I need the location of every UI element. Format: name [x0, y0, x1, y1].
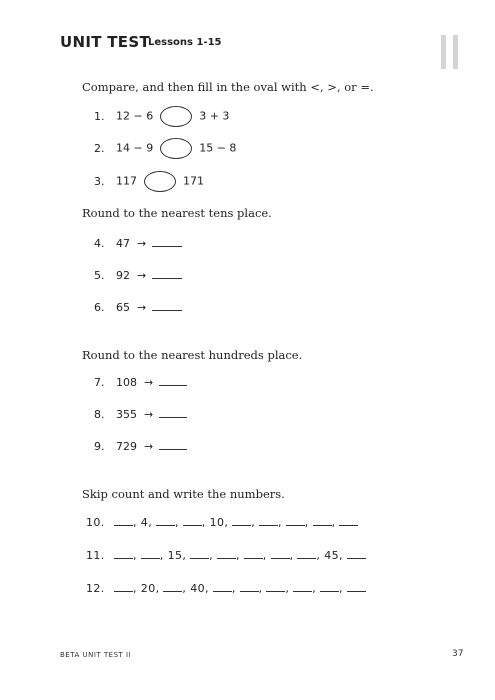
blank-line: [114, 590, 133, 592]
blank-line: [286, 524, 305, 526]
problem-value: 47: [116, 237, 130, 250]
problem-number: 4.: [94, 237, 105, 250]
comma-separator: ,: [231, 582, 240, 595]
arrow-icon: →: [144, 440, 154, 453]
problem-number: 1.: [94, 109, 105, 123]
comma-separator: ,: [285, 582, 294, 595]
comma-separator: ,: [312, 582, 320, 595]
problem-number: 6.: [94, 301, 105, 314]
problem-value: 108: [116, 376, 137, 389]
comma-separator: ,: [339, 582, 347, 595]
problem-value: 65: [116, 301, 130, 314]
answer-blank[interactable]: [152, 277, 182, 279]
answer-blank[interactable]: [152, 245, 182, 247]
answer-blank[interactable]: [244, 549, 263, 562]
problem-number: 12.: [86, 582, 105, 595]
arrow-icon: →: [137, 301, 147, 314]
comma-separator: ,: [155, 582, 164, 595]
blank-line: [141, 557, 160, 559]
sequence-number: 20: [140, 582, 156, 595]
problem-right: 3 + 3: [199, 109, 230, 123]
sequence-number: 40: [190, 582, 206, 595]
problem-value: 355: [116, 408, 137, 421]
problem-left: 14 − 9: [116, 141, 154, 155]
answer-blank[interactable]: [156, 516, 175, 529]
arrow-icon: →: [144, 376, 154, 389]
problem-number: 7.: [94, 376, 105, 389]
comma-separator: ,: [339, 549, 347, 562]
sequence-number: 4: [140, 516, 149, 529]
skip-row-11: [86, 549, 366, 562]
answer-blank[interactable]: [159, 416, 187, 418]
blank-line: [266, 590, 285, 592]
comma-separator: ,: [133, 516, 141, 529]
comma-separator: ,: [224, 516, 233, 529]
skip-row-10: [86, 516, 358, 529]
problem-number: 5.: [94, 269, 105, 282]
answer-blank[interactable]: [293, 582, 312, 595]
problem-number: 11.: [86, 549, 105, 562]
blank-line: [347, 557, 366, 559]
answer-blank[interactable]: [271, 549, 290, 562]
blank-line: [339, 524, 358, 526]
answer-blank[interactable]: [159, 384, 187, 386]
sequence-number: 45: [324, 549, 339, 562]
comma-separator: ,: [236, 549, 244, 562]
problem-4: [94, 237, 182, 250]
lessons-label: Lessons 1-15: [148, 37, 222, 48]
problem-3: [94, 171, 204, 192]
answer-oval[interactable]: [160, 106, 192, 127]
page-number: 37: [452, 649, 464, 659]
arrow-icon: →: [144, 408, 154, 421]
answer-blank[interactable]: [217, 549, 236, 562]
blank-line: [183, 524, 202, 526]
blank-line: [297, 557, 316, 559]
problem-9: [94, 440, 187, 453]
problem-5: [94, 269, 182, 282]
problem-number: 2.: [94, 141, 105, 155]
problem-number: 3.: [94, 174, 105, 188]
section-marker-bar-2: [453, 35, 458, 69]
sequence-number: 10: [209, 516, 225, 529]
problem-8: [94, 408, 187, 421]
blank-line: [259, 524, 278, 526]
comma-separator: ,: [133, 549, 141, 562]
answer-blank[interactable]: [190, 549, 209, 562]
arrow-icon: →: [137, 269, 147, 282]
comma-separator: ,: [262, 549, 271, 562]
problem-1: [94, 106, 229, 127]
sequence-tokens: [114, 549, 366, 562]
blank-line: [271, 557, 290, 559]
answer-blank[interactable]: [159, 448, 187, 450]
blank-line: [232, 524, 251, 526]
answer-oval[interactable]: [144, 171, 176, 192]
answer-oval[interactable]: [160, 138, 192, 159]
comma-separator: ,: [205, 582, 213, 595]
answer-blank[interactable]: [232, 516, 251, 529]
comma-separator: ,: [201, 516, 210, 529]
answer-blank[interactable]: [141, 549, 160, 562]
blank-line: [244, 557, 263, 559]
comma-separator: ,: [159, 549, 168, 562]
answer-blank[interactable]: [114, 516, 133, 529]
answer-blank[interactable]: [240, 582, 259, 595]
sequence-number: 15: [167, 549, 183, 562]
answer-blank[interactable]: [114, 582, 133, 595]
blank-line: [114, 524, 133, 526]
comma-separator: ,: [304, 516, 313, 529]
problem-number: 8.: [94, 408, 105, 421]
blank-line: [240, 590, 259, 592]
arrow-icon: →: [137, 237, 147, 250]
section-marker-bar-1: [441, 35, 446, 69]
comma-separator: ,: [289, 549, 298, 562]
problem-6: [94, 301, 182, 314]
answer-blank[interactable]: [259, 516, 278, 529]
answer-blank[interactable]: [114, 549, 133, 562]
comma-separator: ,: [175, 516, 183, 529]
comma-separator: ,: [133, 582, 141, 595]
footer-label: BETA UNIT TEST II: [60, 651, 132, 659]
blank-line: [313, 524, 332, 526]
answer-blank[interactable]: [163, 582, 182, 595]
blank-line: [156, 524, 175, 526]
sequence-tokens: [114, 582, 366, 595]
sequence-tokens: [114, 516, 358, 529]
answer-blank[interactable]: [266, 582, 285, 595]
comma-separator: ,: [251, 516, 259, 529]
blank-line: [293, 590, 312, 592]
blank-line: [217, 557, 236, 559]
problem-right: 15 − 8: [199, 141, 237, 155]
answer-blank[interactable]: [297, 549, 316, 562]
problem-left: 12 − 6: [116, 109, 154, 123]
page-title: UNIT TEST: [60, 33, 150, 51]
comma-separator: ,: [331, 516, 340, 529]
comma-separator: ,: [278, 516, 286, 529]
hundreds-instruction: Round to the nearest hundreds place.: [82, 348, 303, 362]
problem-2: [94, 138, 236, 159]
blank-line: [114, 557, 133, 559]
problem-value: 92: [116, 269, 130, 282]
comma-separator: ,: [182, 582, 191, 595]
problem-7: [94, 376, 187, 389]
answer-blank[interactable]: [320, 582, 339, 595]
comma-separator: ,: [258, 582, 267, 595]
problem-left: 117: [116, 174, 137, 188]
compare-instruction: Compare, and then fill in the oval with <, >, or =.: [82, 80, 374, 94]
blank-line: [213, 590, 232, 592]
problem-number: 9.: [94, 440, 105, 453]
blank-line: [347, 590, 366, 592]
answer-blank[interactable]: [339, 516, 358, 529]
comma-separator: ,: [182, 549, 191, 562]
problem-right: 171: [183, 174, 204, 188]
blank-line: [190, 557, 209, 559]
blank-line: [163, 590, 182, 592]
tens-instruction: Round to the nearest tens place.: [82, 206, 272, 220]
problem-value: 729: [116, 440, 137, 453]
answer-blank[interactable]: [152, 309, 182, 311]
comma-separator: ,: [209, 549, 217, 562]
comma-separator: ,: [148, 516, 156, 529]
skip-row-12: [86, 582, 366, 595]
answer-blank[interactable]: [347, 549, 366, 562]
skip-count-instruction: Skip count and write the numbers.: [82, 487, 285, 501]
comma-separator: ,: [316, 549, 325, 562]
answer-blank[interactable]: [183, 516, 202, 529]
blank-line: [320, 590, 339, 592]
problem-number: 10.: [86, 516, 105, 529]
answer-blank[interactable]: [286, 516, 305, 529]
answer-blank[interactable]: [213, 582, 232, 595]
answer-blank[interactable]: [347, 582, 366, 595]
answer-blank[interactable]: [313, 516, 332, 529]
